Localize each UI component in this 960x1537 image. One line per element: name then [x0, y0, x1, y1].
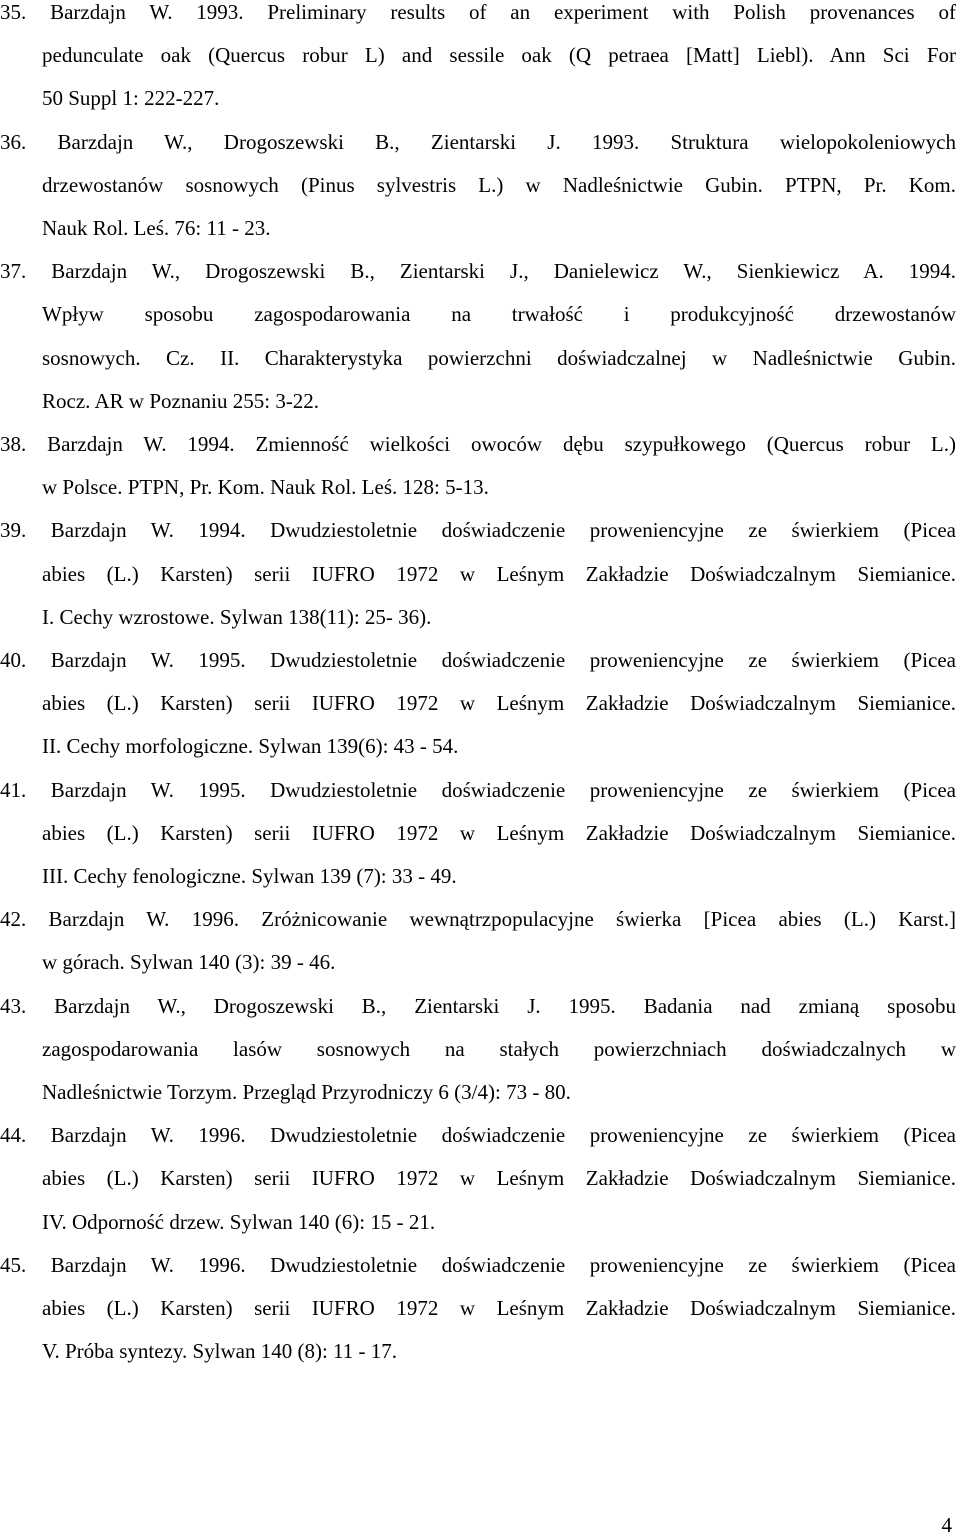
reference-line: II. Cechy morfologiczne. Sylwan 139(6): 43 - 54.	[42, 734, 459, 759]
reference-line: V. Próba syntezy. Sylwan 140 (8): 11 - 17.	[42, 1339, 398, 1364]
reference-first-line: 38. Barzdajn W. 1994. Zmienność wielkości owoców dębu szypułkowego (Quercus robur L.)	[0, 432, 956, 456]
reference-line: 50 Suppl 1: 222-227.	[42, 86, 220, 111]
reference-line: drzewostanów sosnowych (Pinus sylvestris L.) w Nadleśnictwie Gubin. PTPN, Pr. Kom.	[42, 172, 956, 197]
reference-first-line: 44. Barzdajn W. 1996. Dwudziestoletnie doświadczenie proweniencyjne ze świerkiem (Picea	[0, 1123, 956, 1148]
reference-line: abies (L.) Karsten) serii IUFRO 1972 w Leśnym Zakładzie Doświadczalnym Siemianice.	[42, 691, 956, 716]
reference-line: abies (L.) Karsten) serii IUFRO 1972 w Leśnym Zakładzie Doświadczalnym Siemianice.	[42, 1296, 956, 1320]
reference-line: pedunculate oak (Quercus robur L) and sessile oak (Q petraea [Matt] Liebl). Ann Sci For	[42, 43, 956, 68]
reference-line: abies (L.) Karsten) serii IUFRO 1972 w Leśnym Zakładzie Doświadczalnym Siemianice.	[42, 1166, 956, 1191]
reference-first-line: 42. Barzdajn W. 1996. Zróżnicowanie wewnątrzpopulacyjne świerka [Picea abies (L.) Karst.]	[0, 907, 956, 932]
page-number: 4	[941, 1513, 952, 1537]
reference-first-line: 37. Barzdajn W., Drogoszewski B., Zientarski J., Danielewicz W., Sienkiewicz A. 1994.	[0, 259, 956, 284]
reference-first-line: 45. Barzdajn W. 1996. Dwudziestoletnie doświadczenie proweniencyjne ze świerkiem (Picea	[0, 1252, 956, 1277]
reference-line: abies (L.) Karsten) serii IUFRO 1972 w Leśnym Zakładzie Doświadczalnym Siemianice.	[42, 820, 956, 845]
reference-line: III. Cechy fenologiczne. Sylwan 139 (7): 33 - 49.	[42, 864, 457, 888]
reference-line: IV. Odporność drzew. Sylwan 140 (6): 15 - 21.	[42, 1209, 436, 1234]
reference-line: sosnowych. Cz. II. Charakterystyka powierzchni doświadczalnej w Nadleśnictwie Gubin.	[42, 345, 956, 370]
reference-first-line: 43. Barzdajn W., Drogoszewski B., Zientarski J. 1995. Badania nad zmianą sposobu	[0, 993, 956, 1018]
reference-line: Nauk Rol. Leś. 76: 11 - 23.	[42, 216, 271, 240]
reference-line: w górach. Sylwan 140 (3): 39 - 46.	[42, 950, 336, 975]
reference-first-line: 40. Barzdajn W. 1995. Dwudziestoletnie doświadczenie proweniencyjne ze świerkiem (Picea	[0, 648, 956, 672]
reference-line: w Polsce. PTPN, Pr. Kom. Nauk Rol. Leś. 128: 5-13.	[42, 475, 489, 500]
reference-line: Nadleśnictwie Torzym. Przegląd Przyrodniczy 6 (3/4): 73 - 80.	[42, 1080, 571, 1104]
reference-line: zagospodarowania lasów sosnowych na stałych powierzchniach doświadczalnych w	[42, 1036, 956, 1061]
reference-first-line: 39. Barzdajn W. 1994. Dwudziestoletnie doświadczenie proweniencyjne ze świerkiem (Picea	[0, 518, 956, 543]
reference-line: abies (L.) Karsten) serii IUFRO 1972 w Leśnym Zakładzie Doświadczalnym Siemianice.	[42, 561, 956, 586]
reference-first-line: 41. Barzdajn W. 1995. Dwudziestoletnie doświadczenie proweniencyjne ze świerkiem (Picea	[0, 777, 956, 802]
reference-line: I. Cechy wzrostowe. Sylwan 138(11): 25- 36).	[42, 604, 432, 629]
reference-first-line: 36. Barzdajn W., Drogoszewski B., Zientarski J. 1993. Struktura wielopokoleniowych	[0, 129, 956, 154]
reference-first-line: 35. Barzdajn W. 1993. Preliminary results of an experiment with Polish provenances of	[0, 0, 956, 24]
reference-line: Rocz. AR w Poznaniu 255: 3-22.	[42, 388, 320, 413]
reference-line: Wpływ sposobu zagospodarowania na trwałość i produkcyjność drzewostanów	[42, 302, 956, 327]
